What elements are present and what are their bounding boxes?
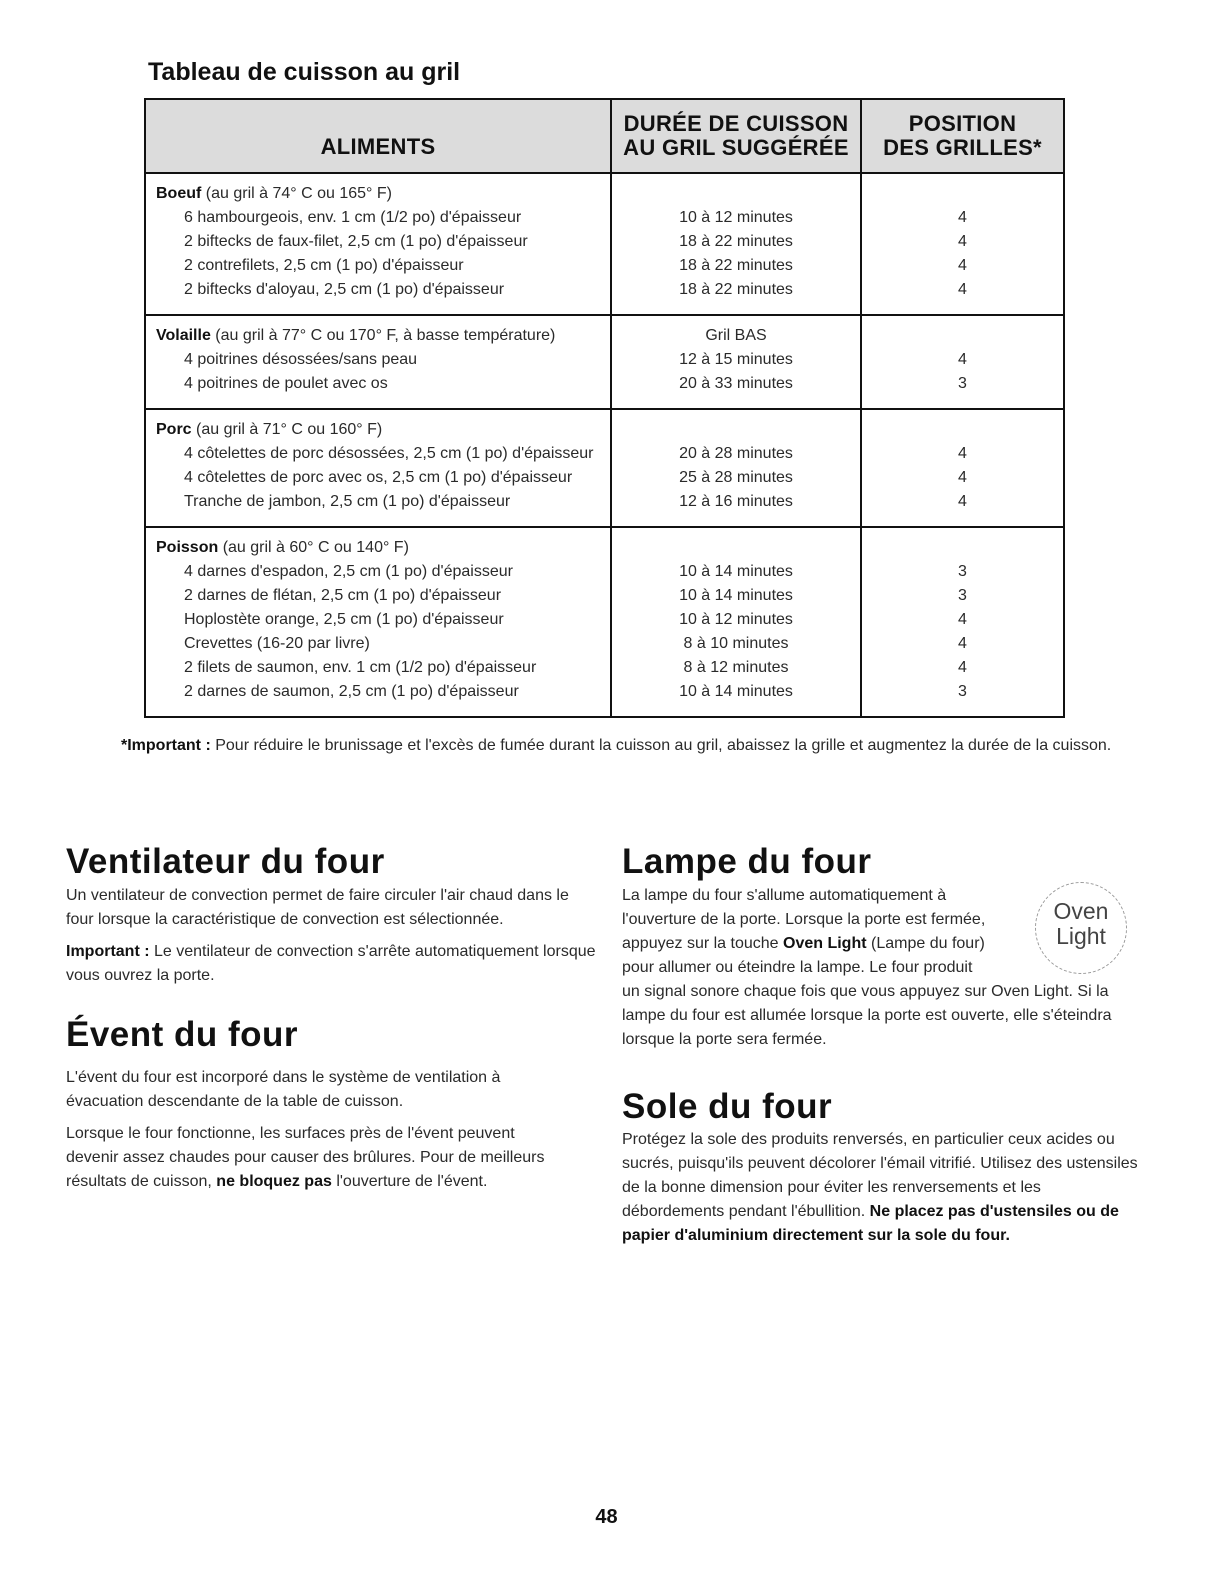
oven-light-label-line1: Oven (1053, 898, 1109, 924)
food-item: 4 côtelettes de porc désossées, 2,5 cm (1 po) d'épaisseur (184, 445, 594, 462)
broil-chart-title: Tableau de cuisson au gril (148, 58, 461, 86)
rack-position: 4 (958, 469, 967, 486)
important-label: Important : (66, 943, 150, 960)
cook-time: 12 à 16 minutes (679, 493, 793, 510)
rack-position: 4 (958, 233, 967, 250)
position-cell (861, 315, 1064, 409)
cook-time: 20 à 28 minutes (679, 445, 793, 462)
category-name: Boeuf (156, 185, 202, 202)
time-cell (611, 315, 861, 409)
rack-position: 4 (958, 281, 967, 298)
table-row-volaille (145, 315, 1064, 409)
oven-light-label-line2: Light (1056, 923, 1106, 949)
rack-position: 3 (958, 683, 967, 700)
rack-position: 4 (958, 209, 967, 226)
cook-time: 10 à 14 minutes (679, 683, 793, 700)
time-cell (611, 409, 861, 527)
food-cell (145, 409, 611, 527)
cook-time: 18 à 22 minutes (679, 257, 793, 274)
food-item: Hoplostète orange, 2,5 cm (1 po) d'épaisseur (184, 611, 504, 628)
position-cell (861, 173, 1064, 315)
footnote-text: Pour réduire le brunissage et l'excès de fumée durant la cuisson au gril, abaissez la grille et augmentez la durée de la cuisson. (210, 737, 1112, 754)
section-title-lampe: Lampe du four (622, 842, 872, 881)
header-aliments: ALIMENTS (145, 99, 611, 173)
food-item: 2 filets de saumon, env. 1 cm (1/2 po) d'épaisseur (184, 659, 537, 676)
lampe-paragraph: La lampe du four s'allume automatiquement à l'ouverture de la porte. Lorsque la porte est fermée, appuyez sur la touche Oven Light (Lampe du four) pour allumer ou éteindre la lampe. Le four produit un signal sonore chaque fois que vous appuyez sur Oven Light. Si la lampe du four est allumée lorsque la porte est ouverte, elle s'éteindra lorsque la porte sera fermée. (622, 887, 1112, 1048)
time-cell (611, 173, 861, 315)
food-item: 4 poitrines désossées/sans peau (184, 351, 418, 368)
rack-position: 4 (958, 493, 967, 510)
broil-setting: Gril BAS (705, 327, 767, 344)
rack-position: 3 (958, 563, 967, 580)
cook-time: 10 à 14 minutes (679, 587, 793, 604)
table-row-poisson (145, 527, 1064, 717)
warning-emphasis: ne bloquez pas (216, 1173, 332, 1190)
position-cell (861, 527, 1064, 717)
header-position: POSITION DES GRILLES* (861, 99, 1064, 173)
cook-time: 18 à 22 minutes (679, 233, 793, 250)
event-paragraph-1: L'évent du four est incorporé dans le système de ventilation à évacuation descendante de la table de cuisson. (66, 1069, 501, 1110)
cook-time: 8 à 10 minutes (683, 635, 789, 652)
food-item: 2 biftecks d'aloyau, 2,5 cm (1 po) d'épaisseur (184, 281, 505, 298)
food-item: Tranche de jambon, 2,5 cm (1 po) d'épaisseur (184, 493, 511, 510)
time-cell (611, 527, 861, 717)
food-item: 2 darnes de flétan, 2,5 cm (1 po) d'épaisseur (184, 587, 502, 604)
table-row-porc (145, 409, 1064, 527)
section-title-event: Évent du four (66, 1015, 299, 1054)
food-item: 2 biftecks de faux-filet, 2,5 cm (1 po) d'épaisseur (184, 233, 528, 250)
food-item: 4 poitrines de poulet avec os (184, 375, 388, 392)
page-number: 48 (595, 1506, 618, 1528)
food-item: 4 darnes d'espadon, 2,5 cm (1 po) d'épaisseur (184, 563, 513, 580)
food-cell (145, 527, 611, 717)
rack-position: 4 (958, 445, 967, 462)
oven-light-key-name: Oven Light (783, 935, 867, 952)
rack-position: 4 (958, 611, 967, 628)
position-cell (861, 409, 1064, 527)
food-cell (145, 315, 611, 409)
ventilateur-paragraph-2: Important : Le ventilateur de convection s'arrête automatiquement lorsque vous ouvrez la porte. (66, 943, 596, 984)
rack-position: 4 (958, 257, 967, 274)
category-info: (au gril à 74° C ou 165° F) (205, 185, 392, 202)
section-title-ventilateur: Ventilateur du four (66, 842, 385, 881)
ventilateur-paragraph-1: Un ventilateur de convection permet de faire circuler l'air chaud dans le four lorsque la caractéristique de convection est sélectionnée. (66, 887, 569, 928)
category-name: Porc (156, 421, 192, 438)
cook-time: 25 à 28 minutes (679, 469, 793, 486)
food-item: 6 hambourgeois, env. 1 cm (1/2 po) d'épaisseur (184, 209, 522, 226)
category-info: (au gril à 71° C ou 160° F) (196, 421, 383, 438)
sole-paragraph: Protégez la sole des produits renversés, en particulier ceux acides ou sucrés, puisqu'ils peuvent décolorer l'émail vitrifié. Utilisez des ustensiles de la bonne dimension pour éviter les renversements et les débordements pendant l'ébullition. Ne placez pas d'ustensiles ou de papier d'aluminium directement sur la sole du four. (622, 1131, 1138, 1244)
oven-light-button-illustration (1035, 882, 1127, 974)
category-name: Poisson (156, 539, 219, 556)
rack-position: 3 (958, 375, 967, 392)
event-paragraph-2: Lorsque le four fonctionne, les surfaces près de l'évent peuvent devenir assez chaudes pour causer des brûlures. Pour de meilleurs résultats de cuisson, ne bloquez pas l'ouverture de l'évent. (66, 1125, 545, 1190)
rack-position: 4 (958, 659, 967, 676)
cook-time: 8 à 12 minutes (683, 659, 789, 676)
category-info: (au gril à 60° C ou 140° F) (222, 539, 409, 556)
food-cell (145, 173, 611, 315)
food-item: 2 contrefilets, 2,5 cm (1 po) d'épaisseur (184, 257, 464, 274)
rack-position: 4 (958, 635, 967, 652)
header-duree: DURÉE DE CUISSON AU GRIL SUGGÉRÉE (611, 99, 861, 173)
food-item: 2 darnes de saumon, 2,5 cm (1 po) d'épaisseur (184, 683, 519, 700)
cook-time: 20 à 33 minutes (679, 375, 793, 392)
category-name: Volaille (156, 327, 211, 344)
cook-time: 10 à 12 minutes (679, 209, 793, 226)
broil-chart-table (144, 98, 1065, 718)
food-item: Crevettes (16-20 par livre) (184, 635, 370, 652)
cook-time: 10 à 12 minutes (679, 611, 793, 628)
footnote-label: *Important : (121, 737, 211, 754)
rack-position: 4 (958, 351, 967, 368)
section-title-sole: Sole du four (622, 1087, 833, 1126)
cook-time: 10 à 14 minutes (679, 563, 793, 580)
cook-time: 12 à 15 minutes (679, 351, 793, 368)
table-header-row (145, 99, 1064, 173)
warning-emphasis: Ne placez pas d'ustensiles ou de papier d'aluminium directement sur la sole du four. (622, 1203, 1119, 1244)
cook-time: 18 à 22 minutes (679, 281, 793, 298)
food-item: 4 côtelettes de porc avec os, 2,5 cm (1 po) d'épaisseur (184, 469, 573, 486)
rack-position: 3 (958, 587, 967, 604)
important-footnote (121, 737, 1111, 755)
category-info: (au gril à 77° C ou 170° F, à basse température) (215, 327, 556, 344)
table-row-boeuf (145, 173, 1064, 315)
